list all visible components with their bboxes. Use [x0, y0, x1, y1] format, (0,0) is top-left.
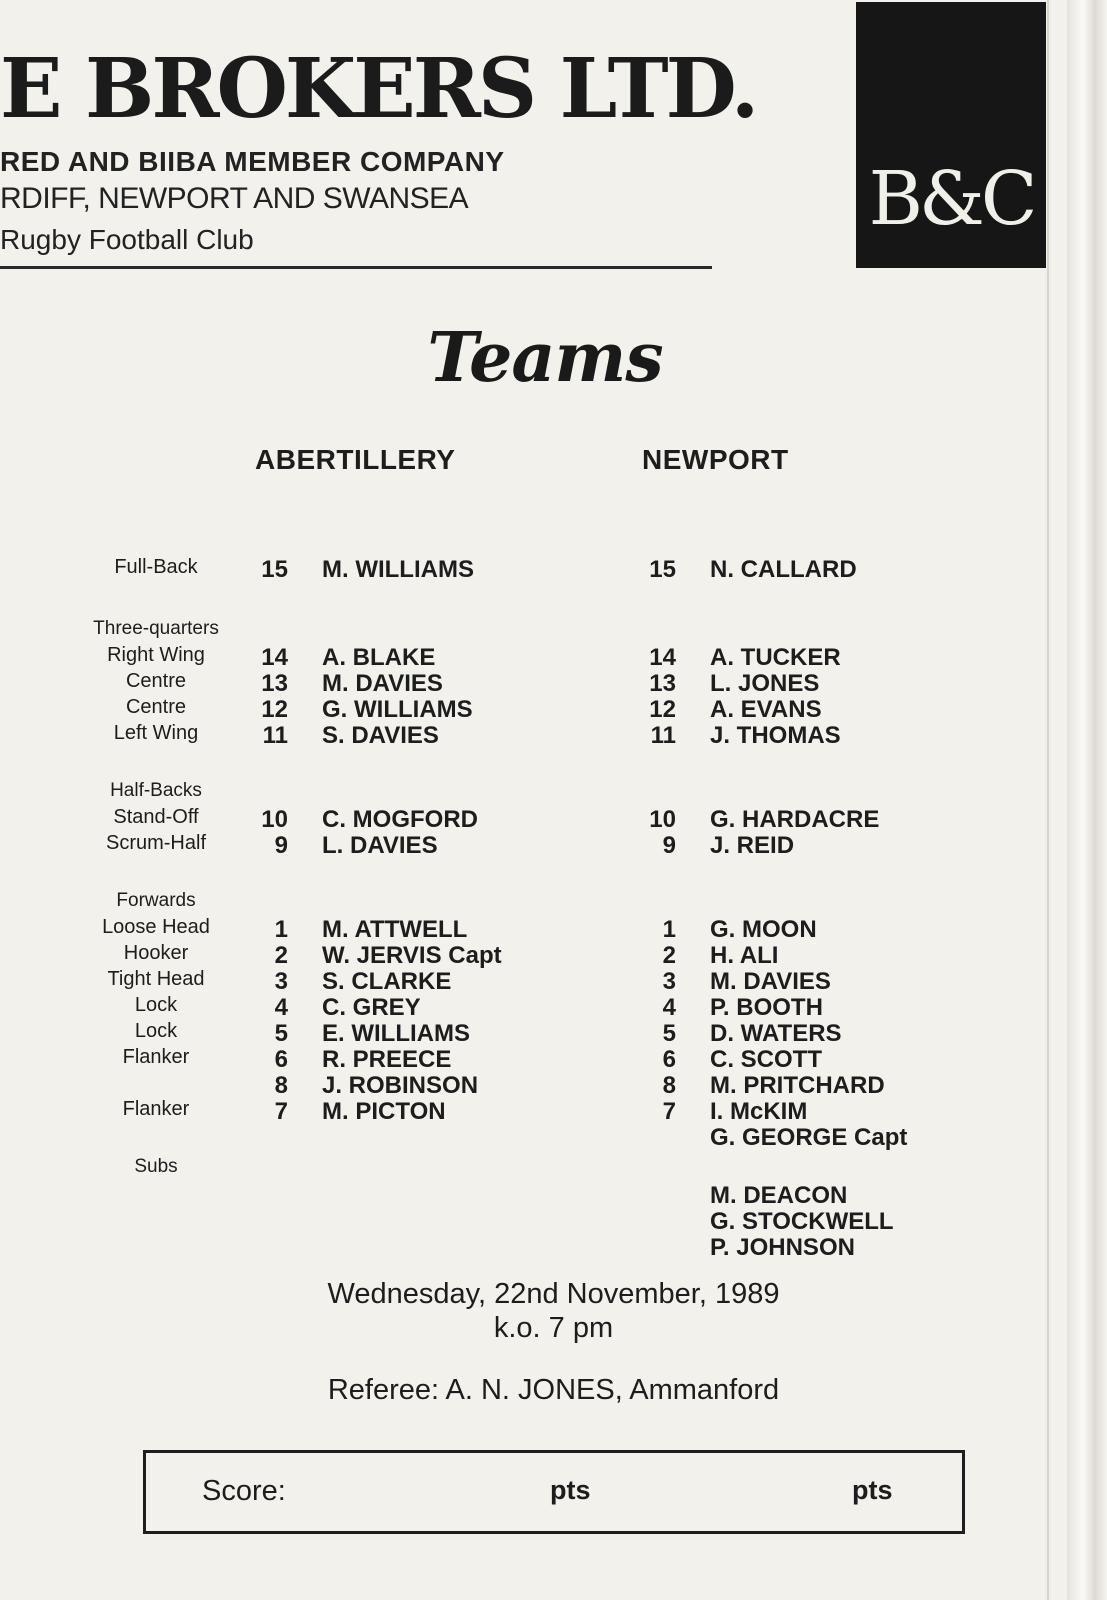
position-label: Right Wing: [107, 644, 205, 666]
away-player-number: 12: [649, 696, 676, 723]
home-player-number: 14: [261, 644, 288, 671]
home-player-number: 15: [261, 556, 288, 583]
company-name: E BROKERS LTD.: [0, 41, 757, 137]
table-row: [0, 1098, 1000, 1124]
home-player-name: J. ROBINSON: [322, 1072, 479, 1099]
home-player-name: S. CLARKE: [322, 968, 452, 995]
position-label: Loose Head: [102, 916, 210, 938]
home-player-name: A. BLAKE: [322, 644, 436, 671]
position-label: Subs: [134, 1156, 178, 1177]
position-label: Hooker: [123, 942, 189, 964]
home-player-number: 8: [274, 1072, 288, 1099]
away-player-number: 5: [662, 1020, 676, 1047]
away-player-number: 15: [649, 556, 676, 583]
position-label: Forwards: [116, 890, 196, 911]
away-player-number: 1: [662, 916, 676, 943]
away-player-number: 7: [662, 1098, 676, 1125]
home-player-number: 2: [274, 942, 288, 969]
home-player-name: W. JERVIS Capt: [322, 942, 502, 969]
home-player-name: S. DAVIES: [322, 722, 439, 749]
away-player-number: 10: [649, 806, 676, 833]
table-row: [0, 916, 1000, 942]
home-player-number: 9: [274, 832, 288, 859]
away-team-name: NEWPORT: [642, 444, 789, 475]
table-row: [0, 832, 1000, 858]
home-player-number: 13: [261, 670, 288, 697]
away-player-name: G. GEORGE Capt: [710, 1124, 908, 1151]
table-row: [0, 1020, 1000, 1046]
away-player-number: 4: [662, 994, 676, 1021]
company-logo: [856, 2, 1046, 268]
table-row: [0, 670, 1000, 696]
position-label: Scrum-Half: [105, 832, 206, 854]
home-player-name: M. ATTWELL: [322, 916, 468, 943]
position-label: Flanker: [122, 1098, 190, 1120]
position-label: Centre: [125, 696, 187, 718]
page-title: Teams: [427, 318, 663, 398]
away-player-number: 3: [662, 968, 676, 995]
table-row: [0, 1124, 1000, 1150]
match-date: Wednesday, 22nd November, 1989: [327, 1278, 780, 1310]
home-player-name: L. DAVIES: [322, 832, 438, 859]
home-player-number: 1: [274, 916, 288, 943]
home-player-number: 6: [274, 1046, 288, 1073]
away-player-number: 13: [649, 670, 676, 697]
away-player-name: A. TUCKER: [710, 644, 841, 671]
home-player-number: 10: [261, 806, 288, 833]
away-player-name: A. EVANS: [710, 696, 822, 723]
position-label: Tight Head: [107, 968, 205, 990]
page-edge-line: [1047, 0, 1049, 1600]
home-player-name: M. PICTON: [322, 1098, 446, 1125]
table-row: [0, 942, 1000, 968]
logo-text: B&C: [868, 156, 1034, 242]
position-label: Stand-Off: [113, 806, 199, 828]
table-row: [0, 1046, 1000, 1072]
away-player-name: H. ALI: [710, 942, 779, 969]
table-row: [0, 1156, 1000, 1182]
table-row: [0, 644, 1000, 670]
score-label: Score:: [202, 1475, 286, 1507]
away-player-name: M. PRITCHARD: [710, 1072, 885, 1099]
table-row: [0, 1208, 1000, 1234]
table-row: [0, 556, 1000, 582]
away-player-name: L. JONES: [710, 670, 820, 697]
away-player-number: 6: [662, 1046, 676, 1073]
away-player-number: 9: [662, 832, 676, 859]
away-points-label: pts: [852, 1475, 893, 1505]
home-player-name: M. DAVIES: [322, 670, 443, 697]
away-player-name: G. HARDACRE: [710, 806, 880, 833]
away-player-name: G. MOON: [710, 916, 817, 943]
home-player-number: 4: [274, 994, 288, 1021]
position-label: Centre: [125, 670, 187, 692]
position-label: Left Wing: [113, 722, 199, 744]
table-row: [0, 1234, 1000, 1260]
table-row: [0, 1182, 1000, 1208]
home-player-number: 5: [274, 1020, 288, 1047]
home-player-number: 3: [274, 968, 288, 995]
home-points-label: pts: [550, 1475, 591, 1505]
club-name: Rugby Football Club: [0, 224, 254, 255]
home-player-number: 7: [274, 1098, 288, 1125]
away-player-name: M. DEACON: [710, 1182, 848, 1209]
away-player-name: N. CALLARD: [710, 556, 857, 583]
home-player-name: G. WILLIAMS: [322, 696, 473, 723]
home-player-name: R. PREECE: [322, 1046, 452, 1073]
away-player-name: M. DAVIES: [710, 968, 831, 995]
company-tagline: RED AND BIIBA MEMBER COMPANY: [0, 146, 505, 177]
header-divider: [0, 266, 712, 269]
away-player-number: 2: [662, 942, 676, 969]
table-row: [0, 722, 1000, 748]
away-player-name: I. McKIM: [710, 1098, 808, 1125]
away-player-number: 8: [662, 1072, 676, 1099]
away-player-name: D. WATERS: [710, 1020, 842, 1047]
table-row: [0, 890, 1000, 916]
position-label: Three-quarters: [93, 618, 219, 639]
away-player-name: J. REID: [710, 832, 795, 859]
home-team-name: ABERTILLERY: [255, 444, 456, 475]
position-label: Half-Backs: [110, 780, 202, 801]
table-row: [0, 618, 1000, 644]
home-player-name: C. GREY: [322, 994, 421, 1021]
score-box: [143, 1450, 965, 1534]
position-label: Flanker: [122, 1046, 190, 1068]
table-row: [0, 780, 1000, 806]
kickoff-time: k.o. 7 pm: [493, 1312, 614, 1344]
referee: Referee: A. N. JONES, Ammanford: [327, 1374, 780, 1406]
position-label: Lock: [134, 1020, 178, 1042]
position-label: Lock: [134, 994, 178, 1016]
table-row: [0, 696, 1000, 722]
away-player-name: P. BOOTH: [710, 994, 823, 1021]
away-player-number: 11: [650, 722, 676, 749]
home-player-name: E. WILLIAMS: [322, 1020, 470, 1047]
away-player-name: J. THOMAS: [710, 722, 841, 749]
away-player-name: P. JOHNSON: [710, 1234, 855, 1261]
table-row: [0, 1072, 1000, 1098]
home-player-number: 11: [262, 722, 288, 749]
table-row: [0, 806, 1000, 832]
home-player-name: C. MOGFORD: [322, 806, 478, 833]
page-edge: [1067, 0, 1107, 1600]
away-player-name: C. SCOTT: [710, 1046, 822, 1073]
table-row: [0, 968, 1000, 994]
away-player-name: G. STOCKWELL: [710, 1208, 894, 1235]
position-label: Full-Back: [114, 556, 198, 578]
company-locations: RDIFF, NEWPORT AND SWANSEA: [0, 182, 469, 215]
home-player-name: M. WILLIAMS: [322, 556, 474, 583]
away-player-number: 14: [649, 644, 676, 671]
home-player-number: 12: [261, 696, 288, 723]
table-row: [0, 994, 1000, 1020]
